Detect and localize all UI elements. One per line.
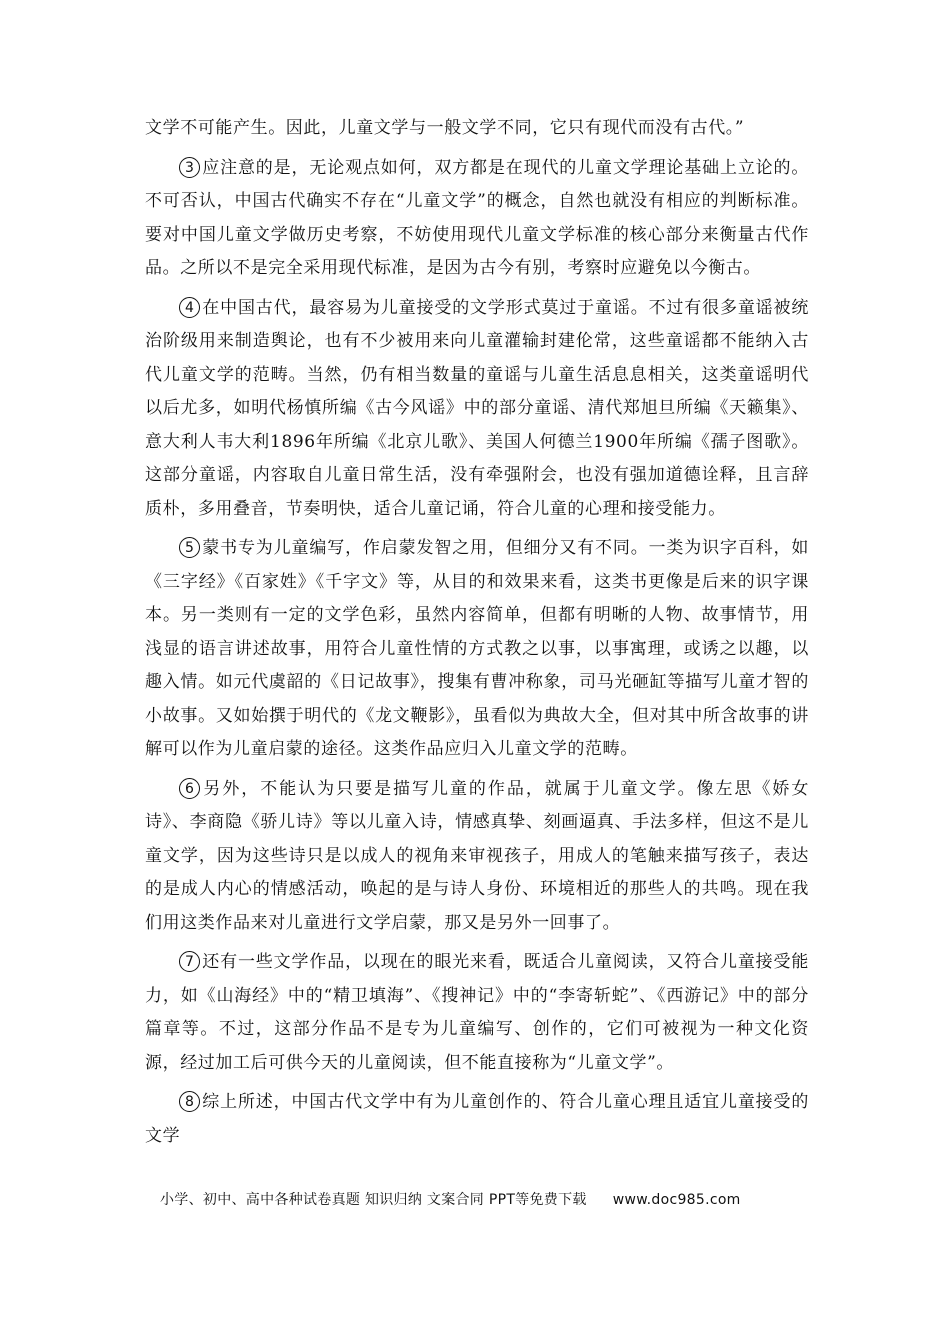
- paragraph-7: [145, 946, 809, 1080]
- footer-text: 小学、初中、高中各种试卷真题 知识归纳 文案合同 PPT等免费下载: [160, 1192, 587, 1208]
- circled-number-4: 4: [179, 297, 200, 318]
- paragraph-text: 蒙书专为儿童编写，作启蒙发智之用，但细分又有不同。一类为识字百科，如《三字经》《百家姓》《千字文》等，从目的和效果来看，这类书更像是后来的识字课本。另一类则有一定的文学色彩，虽然内容简单，但都有明晰的人物、故事情节，用浅显的语言讲述故事，用符合儿童性情的方式教之以事，以事寓理，或诱之以趣，以趣入情。如元代虞韶的《日记故事》，搜集有曹冲称象，司马光砸缸等描写儿童才智的小故事。又如始撰于明代的《龙文鞭影》，虽看似为典故大全，但对其中所含故事的讲解可以作为儿童启蒙的途径。这类作品应归入儿童文学的范畴。: [145, 538, 809, 759]
- paragraph-3: [145, 152, 809, 286]
- article-body: [145, 112, 809, 1159]
- circled-number-3: 3: [179, 157, 200, 178]
- paragraph-text: 在中国古代，最容易为儿童接受的文学形式莫过于童谣。不过有很多童谣被统治阶级用来制造舆论，也有不少被用来向儿童灌输封建伦常，这些童谣都不能纳入古代儿童文学的范畴。当然，仍有相当数量的童谣与儿童生活息息相关，这类童谣明代以后尤多，如明代杨慎所编《古今风谣》中的部分童谣、清代郑旭旦所编《天籁集》、意大利人韦大利1896年所编《北京儿歌》、美国人何德兰1900年所编《孺子图歌》。这部分童谣，内容取自儿童日常生活，没有牵强附会，也没有强加道德诠释，且言辞质朴，多用叠音，节奏明快，适合儿童记诵，符合儿童的心理和接受能力。: [145, 297, 809, 519]
- circled-number-8: 8: [179, 1091, 200, 1112]
- paragraph-text: 另外，不能认为只要是描写儿童的作品，就属于儿童文学。像左思《娇女诗》、李商隐《骄儿诗》等以儿童入诗，情感真挚、刻画逼真、手法多样，但这不是儿童文学，因为这些诗只是以成人的视角来审视孩子，用成人的笔触来描写孩子，表达的是成人内心的情感活动，唤起的是与诗人身份、环境相近的那些人的共鸣。现在我们用这类作品来对儿童进行文学启蒙，那又是另外一回事了。: [145, 778, 809, 933]
- footer-website-link[interactable]: www.doc985.com: [612, 1192, 741, 1208]
- paragraph-8: [145, 1086, 809, 1153]
- paragraph-text: 还有一些文学作品，以现在的眼光来看，既适合儿童阅读，又符合儿童接受能力，如《山海经》中的“精卫填海”、《搜神记》中的“李寄斩蛇”、《西游记》中的部分篇章等。不过，这部分作品不是专为儿童编写、创作的，它们可被视为一种文化资源，经过加工后可供今天的儿童阅读，但不能直接称为“儿童文学”。: [145, 952, 809, 1073]
- paragraph-text: 综上所述，中国古代文学中有为儿童创作的、符合儿童心理且适宜儿童接受的文学: [145, 1092, 809, 1146]
- paragraph-4: [145, 292, 809, 527]
- paragraph-text: 文学不可能产生。因此，儿童文学与一般文学不同，它只有现代而没有古代。”: [145, 118, 745, 138]
- paragraph-continuation: [145, 112, 809, 146]
- circled-number-5: 5: [179, 537, 200, 558]
- page-footer: [160, 1189, 800, 1209]
- circled-number-7: 7: [179, 951, 200, 972]
- circled-number-6: 6: [179, 778, 200, 799]
- paragraph-5: [145, 532, 809, 767]
- paragraph-text: 应注意的是，无论观点如何，双方都是在现代的儿童文学理论基础上立论的。不可否认，中国古代确实不存在“儿童文学”的概念，自然也就没有相应的判断标准。要对中国儿童文学做历史考察，不妨使用现代儿童文学标准的核心部分来衡量古代作品。之所以不是完全采用现代标准，是因为古今有别，考察时应避免以今衡古。: [145, 157, 809, 278]
- paragraph-6: [145, 773, 809, 941]
